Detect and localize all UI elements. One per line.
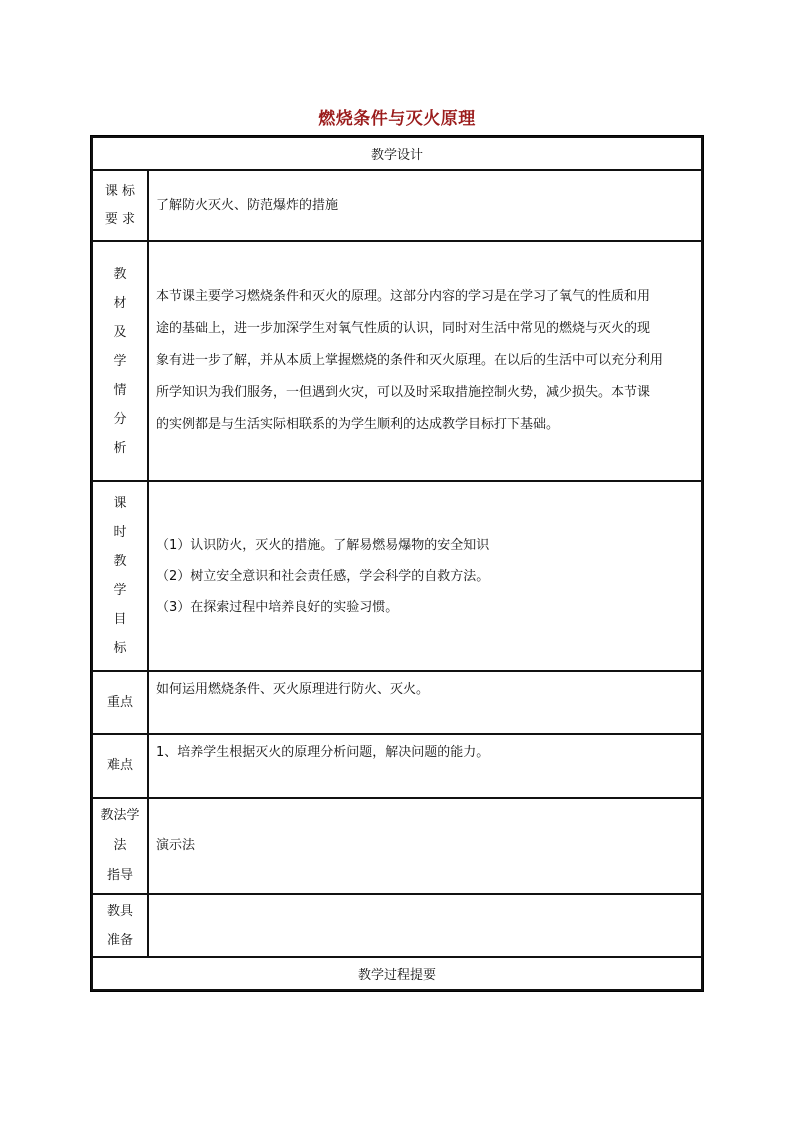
process-header-row — [92, 957, 702, 990]
page-title: 燃烧条件与灭火原理 — [318, 109, 476, 129]
analysis-label-char: 析 — [113, 440, 127, 456]
method-label — [92, 798, 148, 894]
goals-label-char: 目 — [113, 612, 127, 627]
curriculum-label — [92, 170, 148, 241]
design-header: 教学设计 — [92, 137, 702, 170]
key-point-row — [92, 671, 702, 734]
analysis-line: 本节课主要学习燃烧条件和灭火的原理。这部分内容的学习是在学习了氧气的性质和用 — [156, 289, 651, 304]
analysis-line: 途的基础上，进一步加深学生对氧气性质的认识，同时对生活中常见的燃烧与灭火的现 — [156, 321, 651, 336]
method-label-line: 教法学 — [100, 808, 140, 823]
process-header: 教学过程提要 — [92, 957, 702, 990]
goals-content — [148, 481, 702, 671]
key-point-content: 如何运用燃烧条件、灭火原理进行防火、灭火。 — [148, 671, 702, 734]
goals-row — [92, 481, 702, 671]
lesson-plan-table — [91, 136, 703, 991]
goals-label-char: 教 — [113, 554, 127, 569]
analysis-label-char: 及 — [113, 324, 127, 340]
method-row — [92, 798, 702, 894]
analysis-label — [92, 241, 148, 481]
goal-item: （2）树立安全意识和社会责任感，学会科学的自救方法。 — [156, 568, 490, 584]
goal-item: （1）认识防火，灭火的措施。了解易燃易爆物的安全知识 — [156, 537, 490, 553]
analysis-line: 所学知识为我们服务，一但遇到火灾，可以及时采取措施控制火势，减少损失。本节课 — [156, 385, 651, 400]
curriculum-label-line1: 课 标 — [104, 183, 136, 199]
analysis-label-char: 材 — [113, 295, 127, 311]
analysis-label-char: 情 — [113, 382, 127, 398]
method-label-line: 指导 — [106, 868, 133, 883]
tools-label — [92, 894, 148, 957]
goal-item: （3）在探索过程中培养良好的实验习惯。 — [156, 599, 399, 615]
analysis-row — [92, 241, 702, 481]
analysis-label-char: 教 — [113, 266, 127, 282]
tools-label-line: 教具 — [106, 903, 133, 919]
curriculum-content: 了解防火灭火、防范爆炸的措施 — [148, 170, 702, 241]
method-label-line: 法 — [113, 838, 127, 853]
goals-label-char: 标 — [113, 641, 127, 656]
analysis-label-char: 学 — [113, 353, 127, 369]
difficulty-label: 难点 — [92, 734, 148, 798]
difficulty-row — [92, 734, 702, 798]
analysis-label-char: 分 — [113, 411, 127, 427]
analysis-content — [148, 241, 702, 481]
goals-label-char: 学 — [113, 583, 127, 598]
method-content: 演示法 — [148, 798, 702, 894]
curriculum-row — [92, 170, 702, 241]
difficulty-content: 1、培养学生根据灭火的原理分析问题，解决问题的能力。 — [148, 734, 702, 798]
tools-label-line: 准备 — [106, 932, 133, 948]
goals-label-char: 课 — [113, 496, 127, 511]
analysis-line: 象有进一步了解，并从本质上掌握燃烧的条件和灭火原理。在以后的生活中可以充分利用 — [156, 353, 664, 368]
curriculum-label-line2: 要 求 — [104, 211, 136, 227]
analysis-line: 的实例都是与生活实际相联系的为学生顺利的达成教学目标打下基础。 — [156, 417, 560, 432]
goals-label-char: 时 — [113, 525, 127, 540]
tools-row — [92, 894, 702, 957]
tools-content — [148, 894, 702, 957]
design-header-row — [92, 137, 702, 170]
key-point-label: 重点 — [92, 671, 148, 734]
goals-label — [92, 481, 148, 671]
